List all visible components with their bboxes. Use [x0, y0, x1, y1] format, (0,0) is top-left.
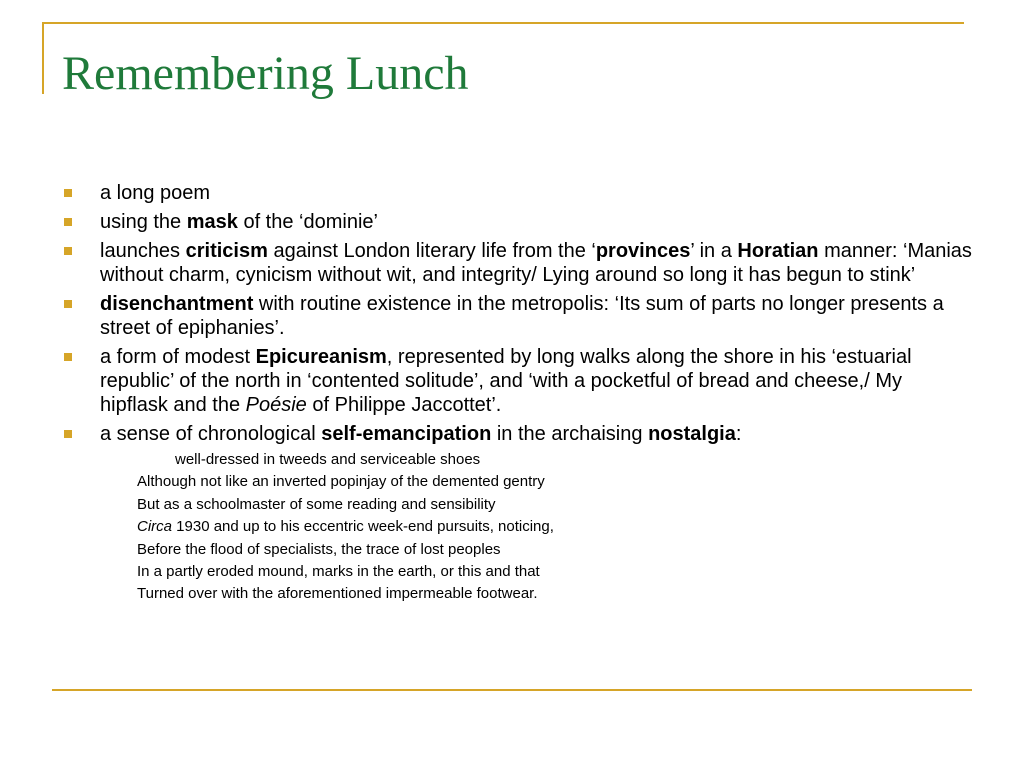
- text-run: a long poem: [100, 182, 211, 204]
- text-run: :: [735, 423, 742, 445]
- text-run: 1930 and up to his eccentric week-end pursuits, noticing,: [172, 518, 554, 536]
- verse-line: [64, 471, 974, 493]
- text-run: of Philippe Jaccottet’.: [306, 394, 502, 416]
- slide-body: [64, 181, 974, 606]
- emphasis-bold: criticism: [185, 240, 268, 262]
- text-run: using the: [100, 211, 187, 233]
- verse-line: [64, 561, 974, 583]
- emphasis-bold: nostalgia: [648, 423, 736, 445]
- square-bullet-icon: [64, 189, 72, 197]
- emphasis-italic: Circa: [137, 518, 173, 536]
- bullet-item: [64, 345, 974, 417]
- emphasis-bold: provinces: [595, 240, 691, 262]
- verse-line: [64, 516, 974, 538]
- frame-left-rule: [42, 22, 44, 94]
- text-run: a sense of chronological: [100, 423, 322, 445]
- text-run: of the ‘dominie’: [237, 211, 378, 233]
- verse-line: [64, 494, 974, 516]
- emphasis-bold: Horatian: [737, 240, 819, 262]
- square-bullet-icon: [64, 247, 72, 255]
- emphasis-bold: self-emancipation: [321, 423, 492, 445]
- text-run: Although not like an inverted popinjay of the demented gentry: [137, 473, 545, 491]
- slide-title: Remembering Lunch: [62, 47, 469, 100]
- verse-line: [64, 449, 974, 471]
- text-run: , represented by long walks along the shore in his ‘estuarial republic’ of the north in ‘contented solitude’, and ‘with a pocketful of bread and cheese,/ My hipflask and the: [100, 346, 912, 416]
- square-bullet-icon: [64, 300, 72, 308]
- bullet-item: [64, 422, 974, 446]
- bullet-item: [64, 239, 974, 287]
- emphasis-italic: Poésie: [245, 394, 307, 416]
- text-run: against London literary life from the ‘: [267, 240, 596, 262]
- verse-line: [64, 583, 974, 605]
- bullet-item: [64, 181, 974, 205]
- verse-line: [64, 539, 974, 561]
- text-run: with routine existence in the metropolis: ‘Its sum of parts no longer presents a street of epiphanies’.: [100, 293, 944, 339]
- bullet-item: [64, 292, 974, 340]
- verse-quotation: [64, 449, 974, 606]
- text-run: in the archaising: [491, 423, 649, 445]
- emphasis-bold: disenchantment: [100, 293, 254, 315]
- text-run: well-dressed in tweeds and serviceable shoes: [175, 451, 481, 468]
- square-bullet-icon: [64, 353, 72, 361]
- emphasis-bold: mask: [186, 211, 238, 233]
- text-run: But as a schoolmaster of some reading and sensibility: [137, 495, 496, 513]
- text-run: In a partly eroded mound, marks in the earth, or this and that: [137, 563, 540, 581]
- frame-top-rule: [42, 22, 964, 24]
- text-run: manner: ‘Manias without charm, cynicism without wit, and integrity/ Lying around so long it has begun to stink’: [100, 240, 972, 286]
- emphasis-bold: Epicureanism: [255, 346, 387, 368]
- bullet-list: [64, 181, 974, 446]
- text-run: ’ in a: [690, 240, 738, 262]
- frame-bottom-rule: [52, 689, 972, 691]
- square-bullet-icon: [64, 430, 72, 438]
- square-bullet-icon: [64, 218, 72, 226]
- text-run: Before the flood of specialists, the trace of lost peoples: [137, 540, 501, 558]
- text-run: Turned over with the aforementioned impermeable footwear.: [137, 585, 538, 603]
- text-run: launches: [100, 240, 186, 262]
- bullet-item: [64, 210, 974, 234]
- text-run: a form of modest: [100, 346, 256, 368]
